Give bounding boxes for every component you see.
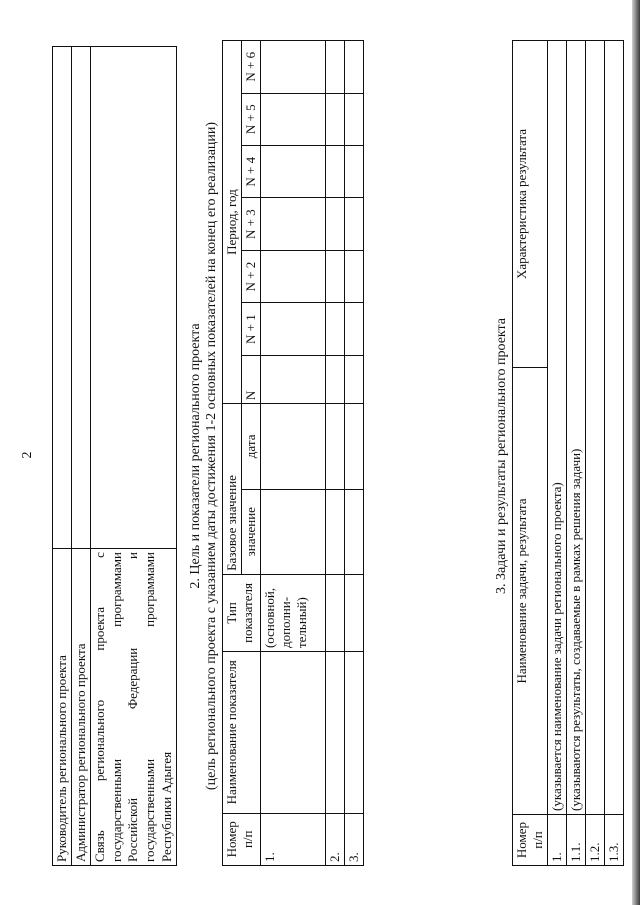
row-text: (указывается наименование задачи регионального проекта): [548, 41, 567, 815]
table-row: [605, 41, 624, 866]
row-number: 1.1.: [567, 815, 586, 866]
row-cell: [345, 404, 364, 489]
table-row: [91, 47, 177, 866]
admin-value: [72, 47, 91, 549]
col-number: Номер п/п: [513, 815, 548, 866]
page-number: 2: [20, 451, 35, 459]
row-cell: [326, 93, 345, 145]
rel-word: проекта: [92, 607, 107, 651]
row-cell: [345, 303, 364, 355]
row-cell: [345, 250, 364, 302]
section2-title: 2. Цель и показатели регионального проекта: [188, 323, 203, 589]
table-row: [261, 41, 326, 866]
table-row: [345, 41, 364, 866]
rel-word: регионального: [92, 699, 107, 782]
table-row: [326, 41, 345, 866]
col-name: Наименование показателя: [223, 652, 261, 814]
row-name: [345, 652, 364, 814]
row-number: 3.: [345, 813, 364, 865]
admin-label: Администратор регионального проекта: [72, 549, 91, 866]
row-cell: [326, 198, 345, 250]
row-text: [586, 41, 605, 815]
project-header-table: [52, 46, 177, 866]
scan-edge-shadow: [632, 0, 640, 905]
col-year: N + 6: [242, 41, 261, 94]
col-year: N + 3: [242, 198, 261, 250]
row-cell: [345, 198, 364, 250]
row-cell: [345, 489, 364, 574]
rel-word: Федерации: [125, 647, 141, 710]
table-row: [586, 41, 605, 866]
relation-value: [91, 47, 177, 549]
rel-word: государственными: [141, 758, 157, 862]
rel-word: государственными: [108, 758, 124, 862]
row-type: [345, 574, 364, 651]
header-row: [223, 41, 242, 866]
col-number: Номер п/п: [223, 813, 261, 865]
head-value: [53, 47, 72, 549]
row-cell: [261, 198, 326, 250]
table-row: [548, 41, 567, 866]
row-text: (указываются результаты, создаваемые в рамках решения задачи): [567, 41, 586, 815]
col-name: Наименование задачи, результата: [513, 368, 548, 815]
row-cell: [261, 146, 326, 198]
col-year: N + 5: [242, 93, 261, 145]
row-cell: [326, 250, 345, 302]
table-row: [567, 41, 586, 866]
col-year: N + 1: [242, 303, 261, 355]
row-cell: [345, 93, 364, 145]
row-cell: [345, 41, 364, 94]
row-name: [326, 652, 345, 814]
row-text: [605, 41, 624, 815]
section3-title: 3. Задачи и результаты регионального проекта: [494, 317, 509, 595]
row-number: 1.2.: [586, 815, 605, 866]
table-row: [72, 47, 91, 866]
row-cell: [261, 41, 326, 94]
col-result: Характеристика результата: [513, 41, 548, 368]
section2-subtitle: (цель регионального проекта с указанием даты достижения 1-2 основных показателей на конец его реализации): [204, 121, 219, 791]
document-page: [18, 20, 621, 890]
row-type: [326, 574, 345, 651]
head-label: Руководитель регионального проекта: [53, 549, 72, 866]
row-cell: [261, 303, 326, 355]
row-cell: [326, 489, 345, 574]
rel-word: Связь: [92, 830, 107, 862]
rel-word: Республики Адыгея: [158, 751, 174, 862]
table-row: [53, 47, 72, 866]
col-base-date: дата: [242, 404, 261, 489]
row-cell: [326, 404, 345, 489]
row-cell: [326, 355, 345, 403]
row-cell: [326, 303, 345, 355]
rel-word: и: [125, 552, 141, 559]
header-row: [513, 41, 548, 866]
row-cell: [326, 146, 345, 198]
relation-label: [91, 549, 177, 866]
col-type: Тип показателя: [223, 574, 261, 651]
row-cell: [261, 404, 326, 489]
indicators-table: [222, 40, 364, 866]
row-cell: [261, 93, 326, 145]
col-base: Базовое значение: [223, 404, 242, 575]
row-cell: [345, 355, 364, 403]
col-year: N + 4: [242, 146, 261, 198]
row-cell: [261, 355, 326, 403]
rel-word: Российской: [125, 797, 141, 862]
col-year: N + 2: [242, 250, 261, 302]
row-cell: [261, 489, 326, 574]
row-cell: [345, 146, 364, 198]
row-number: 2.: [326, 813, 345, 865]
rel-word: с: [92, 552, 107, 558]
row-name: [261, 652, 326, 814]
row-cell: [261, 250, 326, 302]
col-period: Период, год: [223, 41, 242, 404]
row-number: 1.3.: [605, 815, 624, 866]
row-number: 1.: [261, 813, 326, 865]
row-number: 1.: [548, 815, 567, 866]
row-type: (основной, дополни-тельный): [261, 574, 326, 651]
row-cell: [326, 41, 345, 94]
rel-word: программами: [141, 552, 157, 627]
col-year: N: [242, 355, 261, 403]
col-base-value: значение: [242, 489, 261, 574]
rel-word: программами: [108, 552, 124, 627]
tasks-results-table: [512, 40, 624, 866]
